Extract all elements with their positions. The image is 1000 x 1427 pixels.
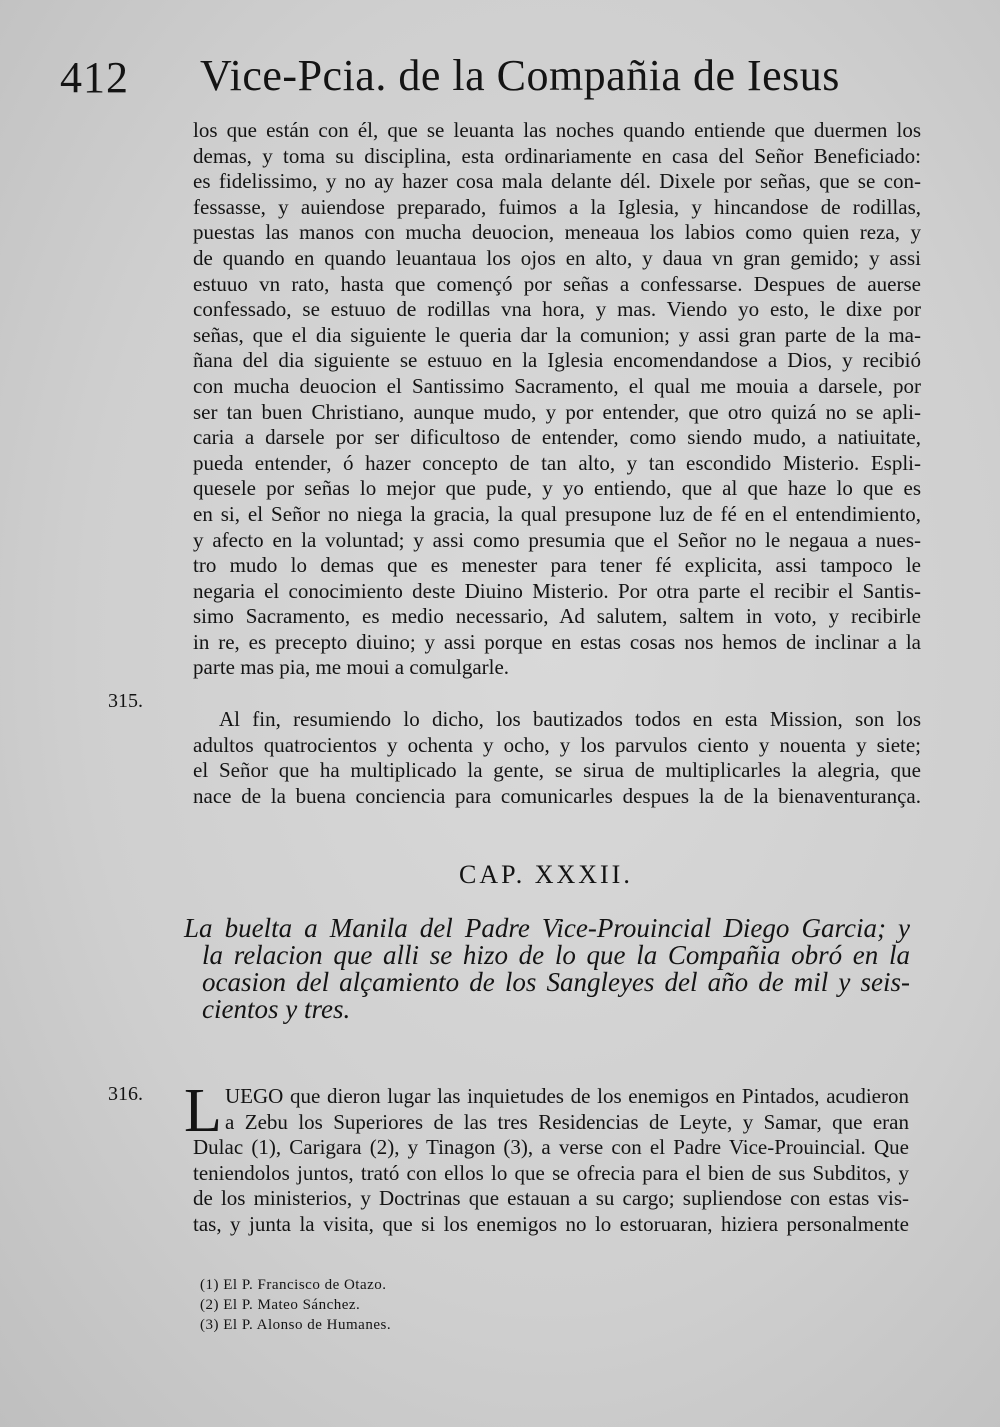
- text-line: parte mas pia, me moui a comulgarle.: [193, 655, 510, 680]
- drop-cap: L: [184, 1077, 222, 1145]
- marginal-number-315: 315.: [108, 690, 143, 712]
- paragraph-continued: [193, 118, 921, 681]
- text-line: de quando en quando leuantaua los ojos en alto, y daua vn gran gemido; y assi: [193, 245, 921, 270]
- text-line: tas, y junta la visita, que si los enemigos no lo estoruaran, hiziera personalmente: [193, 1211, 909, 1236]
- summary-line: cientos y tres.: [202, 994, 351, 1024]
- text-line: negaria el conocimiento deste Diuino Misterio. Por otra parte el recibir el Santis-: [193, 578, 921, 603]
- text-line: señas, que el dia siguiente le queria dar la comunion; y assi gran parte de la ma-: [193, 322, 921, 347]
- paragraph-316-cont: [193, 1135, 909, 1237]
- text-line: in re, es precepto diuino; y assi porque en estas cosas nos hemos de inclinar a la: [193, 629, 921, 654]
- text-line: a Zebu los Superiores de las tres Residencias de Leyte, y Samar, que eran: [225, 1109, 909, 1134]
- text-line: fessasse, y auiendose preparado, fuimos a la Iglesia, y hincandose de rodillas,: [193, 194, 921, 219]
- text-line: Dulac (1), Carigara (2), y Tinagon (3), a verse con el Padre Vice-Prouincial. Que: [193, 1135, 909, 1160]
- footnotes: [200, 1275, 391, 1335]
- text-line: ñana del dia siguiente se estuuo en la Iglesia encomendandose a Dios, y recibió: [193, 348, 921, 373]
- text-line: adultos quatrocientos y ochenta y ocho, y los parvulos ciento y nouenta y siete;: [193, 732, 921, 757]
- text-line: el Señor que ha multiplicado la gente, se sirua de multiplicarles la alegria, que: [193, 758, 921, 783]
- text-line: UEGO que dieron lugar las inquietudes de los enemigos en Pintados, acudieron: [225, 1084, 909, 1108]
- summary-line: ocasion del alçamiento de los Sangleyes del año de mil y seis-: [202, 967, 910, 997]
- footnote: (2) El P. Mateo Sánchez.: [200, 1297, 361, 1313]
- text-line: tro mudo lo demas que es menester para tener fé explicita, assi tampoco le: [193, 553, 921, 578]
- text-line: con mucha deuocion el Santissimo Sacramento, el qual me mouia a darsele, por: [193, 373, 921, 398]
- text-line: en si, el Señor no niega la gracia, la qual presupone luz de fé en el entendimiento,: [193, 501, 921, 526]
- summary-line: La buelta a Manila del Padre Vice-Prouincial Diego Garcia; y: [184, 913, 910, 943]
- text-line: estuuo vn rato, hasta que començó por señas a confessarse. Despues de auerse: [193, 271, 921, 296]
- text-line: los que están con él, que se leuanta las noches quando entiende que duermen los: [193, 118, 921, 142]
- text-line: ser tan buen Christiano, aunque mudo, y por entender, que otro quizá no se apli-: [193, 399, 921, 424]
- text-line: de los ministerios, y Doctrinas que estauan a su cargo; supliendose con estas vis-: [193, 1186, 909, 1211]
- text-line: simo Sacramento, es medio necessario, Ad salutem, saltem in voto, y recibirle: [193, 604, 921, 629]
- paragraph-316: [225, 1084, 909, 1135]
- text-line: caria a darsele por ser dificultoso de entender, como siendo mudo, a natiuitate,: [193, 425, 921, 450]
- text-line: demas, y toma su disciplina, esta ordinariamente en casa del Señor Beneficiado:: [193, 143, 921, 168]
- text-line: confessado, se estuuo de rodillas vna hora, y mas. Viendo yo esto, le dixe por: [193, 297, 921, 322]
- marginal-number-316: 316.: [108, 1083, 143, 1105]
- page-number: 412: [60, 53, 129, 102]
- text-line: nace de la buena conciencia para comunicarles despues la de la bienaventurança.: [193, 783, 921, 808]
- footnote: (1) El P. Francisco de Otazo.: [200, 1277, 387, 1293]
- chapter-heading: CAP. XXXII.: [459, 860, 633, 889]
- running-title: Vice-Pcia. de la Compañia de Iesus: [200, 51, 840, 100]
- footnote: (3) El P. Alonso de Humanes.: [200, 1317, 392, 1333]
- text-line: y afecto en la voluntad; y assi como presumia que el Señor no le negaua a nues-: [193, 527, 921, 552]
- text-line: Al fin, resumiendo lo dicho, los bautizados todos en esta Mission, son los: [219, 707, 921, 731]
- text-line: pueda entender, ó hazer concepto de tan alto, y tan escondido Misterio. Espli-: [193, 450, 921, 475]
- text-line: quesele por señas lo mejor que pude, y yo entiendo, que al que haze lo que es: [193, 476, 921, 501]
- text-line: teniendolos juntos, trató con ellos lo que se ofrecia para el bien de sus Subditos, y: [193, 1160, 909, 1185]
- text-line: es fidelissimo, y no ay hazer cosa mala delante dél. Dixele por señas, que se con-: [193, 169, 921, 194]
- chapter-summary: [184, 915, 910, 1023]
- text-line: puestas las manos con mucha deuocion, meneaua los labios como quien reza, y: [193, 220, 921, 245]
- summary-line: la relacion que alli se hizo de lo que la Compañia obró en la: [202, 940, 910, 970]
- paragraph-315: [193, 707, 921, 809]
